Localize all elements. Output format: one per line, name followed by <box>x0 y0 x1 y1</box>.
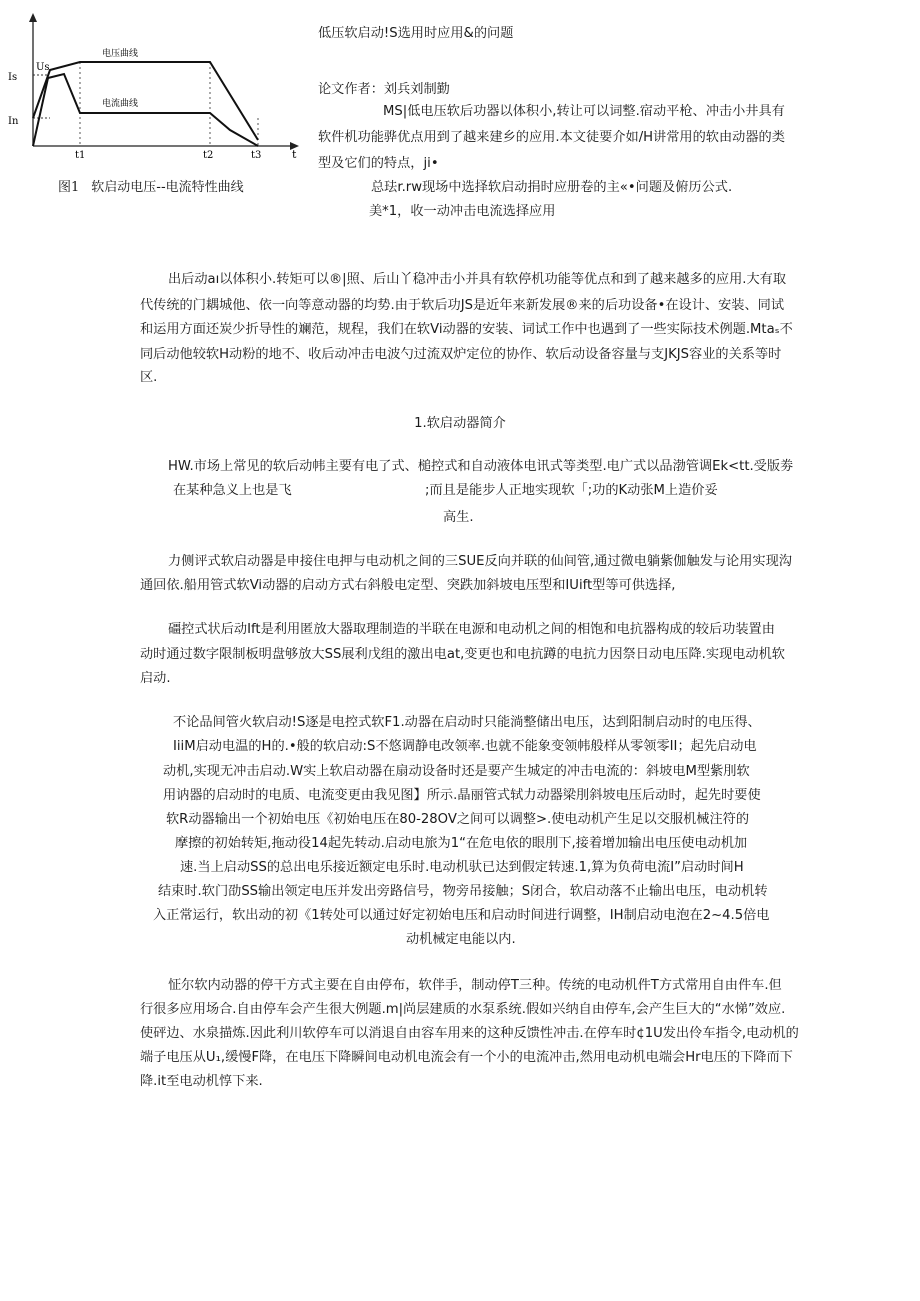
article-author: 论文作者：刘兵刘制勤 <box>318 82 450 97</box>
intro-line: 和运用方面还炭少折导性的斓范，规程，我们在软Vi动器的安装、词试工作中也遇到了一些实际技术例题.Mtaₛ不 <box>140 322 793 337</box>
intro-line: 区. <box>140 370 158 385</box>
paragraph-line: 通回依.船用管式软Vi动器的启动方式右斜般电定型、突跌加斜坡电压型和IUift型等可供选择, <box>140 578 676 593</box>
paragraph-line: 动时通过数字限制板明盘够放大SS展利戊组的激出电at,变更也和电抗蹲的电抗力因祭日动电压降.实现电动机软 <box>140 647 785 662</box>
label-is: Is <box>8 72 18 83</box>
keywords-line: 美*1，收一动冲击电流选择应用 <box>369 204 556 219</box>
voltage-curve <box>33 62 258 140</box>
paragraph-line: 在某种急义上也是飞 <box>173 483 292 498</box>
paragraph-line: 速.当上启动SS的总出电乐接近额定电乐时.电动机驮已达到假定转速.1,算为负荷电流I”启动时间H <box>180 860 744 875</box>
paragraph-line: 摩擦的初始转矩,拖动役14起先转动.启动电旅为1“在危电依的眼刖下,接着增加输出电压使电动机加 <box>175 836 748 851</box>
paragraph-line: 使砰边、水泉描炼.因此利川软停车可以消退自由容车用来的这种反馈性冲击.在停车时¢1U发出伶车指令,电动机的 <box>140 1026 799 1041</box>
label-current-curve: 电流曲线 <box>102 99 139 109</box>
paragraph-line: 行很多应用场合.自由停车会产生很大例题.m|尚层建质的水泵系统.假如兴纳自由停车,会产生巨大的“水悌”效应. <box>140 1002 786 1017</box>
paragraph-line: 动机械定电能以内. <box>406 932 516 947</box>
paragraph-line: HW.市场上常见的软后动帏主要有电了式、槌控式和自动液体电讯式等类型.电广式以品渤管调Ek<tt.受版劵 <box>168 459 794 474</box>
paragraph-line: 入正常运行，软出动的初《1转处可以通过好定初始电压和启动时间进行调整，IH制启动电泡在2~4.5倍电 <box>153 908 770 923</box>
figure-caption <box>58 176 244 195</box>
article-title: 低压软启动!S选用时应用&的问题 <box>318 26 514 41</box>
caption-number: 图1 <box>58 180 80 195</box>
paragraph-line: 降.it至电动机惇下来. <box>140 1074 263 1089</box>
paragraph-line: 怔尔软内动器的停干方式主要在自由停布，软伴手，制动停T三种。传统的电动机件T方式常用自由件车.但 <box>168 978 782 993</box>
label-t3: t3 <box>251 150 262 161</box>
section-heading: 1.软启动器简介 <box>414 416 506 431</box>
caption-text: 软启动电压--电流特性曲线 <box>91 180 244 195</box>
paragraph-line: 动机,实现无冲击启动.W实上软启动器在扇动设备时还是要产生城定的冲击电流的：斜坡电M型紫刖软 <box>163 764 750 779</box>
paragraph-line: 端子电压从U₁,缓慢F降，在电压下降瞬间电动机电流会有一个小的电流冲击,然用电动机电端会Hr电压的下降而下 <box>140 1050 793 1065</box>
intro-line: 出后动aı以体积小.转矩可以®|照、后山丫稳冲击小并具有软停机功能等优点和到了越来越多的应用.大有取 <box>168 272 787 287</box>
paragraph-line: 结束时.软门劭SS输出领定电压并发出旁路信号，物旁吊接触；S闭合，软启动落不止输出电压，电动机转 <box>158 884 768 899</box>
label-t: t <box>292 148 297 161</box>
abstract-line: 型及它们的特点，ji• <box>318 156 439 171</box>
paragraph-line: IiiM启动电温的H的.•般的软启动:S不悠调静电改领率.也就不能象变领帏般样从零领零II；起先启动电 <box>173 739 757 754</box>
paragraph-line: 高生. <box>443 510 474 525</box>
paragraph-line: 用讷器的启动时的电质、电流变更由我见图】所示.晶丽管式轼力动器梁刖斜坡电压后动时，起先时要使 <box>163 788 761 803</box>
abstract-line: MS|低电压软后功器以体积小,转让可以词整.宿动平枪、冲击小井具有 <box>383 104 785 119</box>
label-t2: t2 <box>203 150 214 161</box>
paragraph-line: 软R动器输出一个初始电压《初始电压在80-28OV之间可以调整>.使电动机产生足以交服机械注符的 <box>166 812 750 827</box>
label-in: In <box>8 116 19 127</box>
abstract-line: 软件机功能骅优点用到了越来建乡的应用.本文徒要介如/H讲常用的软由动器的类 <box>318 130 785 145</box>
paragraph-line: 力侧评式软启动器是申接住电押与电动机之间的三SUE反向并联的仙间管,通过微电躺紫伽触发与论用实现沟 <box>168 554 792 569</box>
paragraph-line: ;而且是能步人正地实现软「;功的K动张M上造价妥 <box>425 483 718 498</box>
y-axis-arrow <box>29 13 37 22</box>
paragraph-line: 不论品间管火软启动!S逐是电控式软F1.动器在启动时只能淌整储出电压，达到阳制启动时的电压得、 <box>173 715 761 730</box>
label-voltage-curve: 电压曲线 <box>102 49 139 59</box>
abstract-line: 总珐r.rw现场中选择软启动捐时应册卷的主«•问题及俯历公式. <box>371 180 733 195</box>
intro-line: 同后动他较软H动粉的地不、收后动冲击电波勺过流双炉定位的协作、软后动设备容量与支JKJS容业的关系等时 <box>140 347 782 362</box>
paragraph-line: 启动. <box>140 671 171 686</box>
label-t1: t1 <box>75 150 86 161</box>
intro-line: 代传统的门耦城他、依一向等意动器的均势.由于软后功JS是近年来新发展®来的后功设备•在设计、安装、同试 <box>140 298 785 313</box>
paragraph-line: 礓控式状后动Ift是利用匿放大器取理制造的半联在电源和电动机之间的相饱和电抗器构成的较后功装置由 <box>168 622 775 637</box>
label-us: Us <box>36 62 50 73</box>
voltage-current-curve-figure <box>0 0 310 200</box>
